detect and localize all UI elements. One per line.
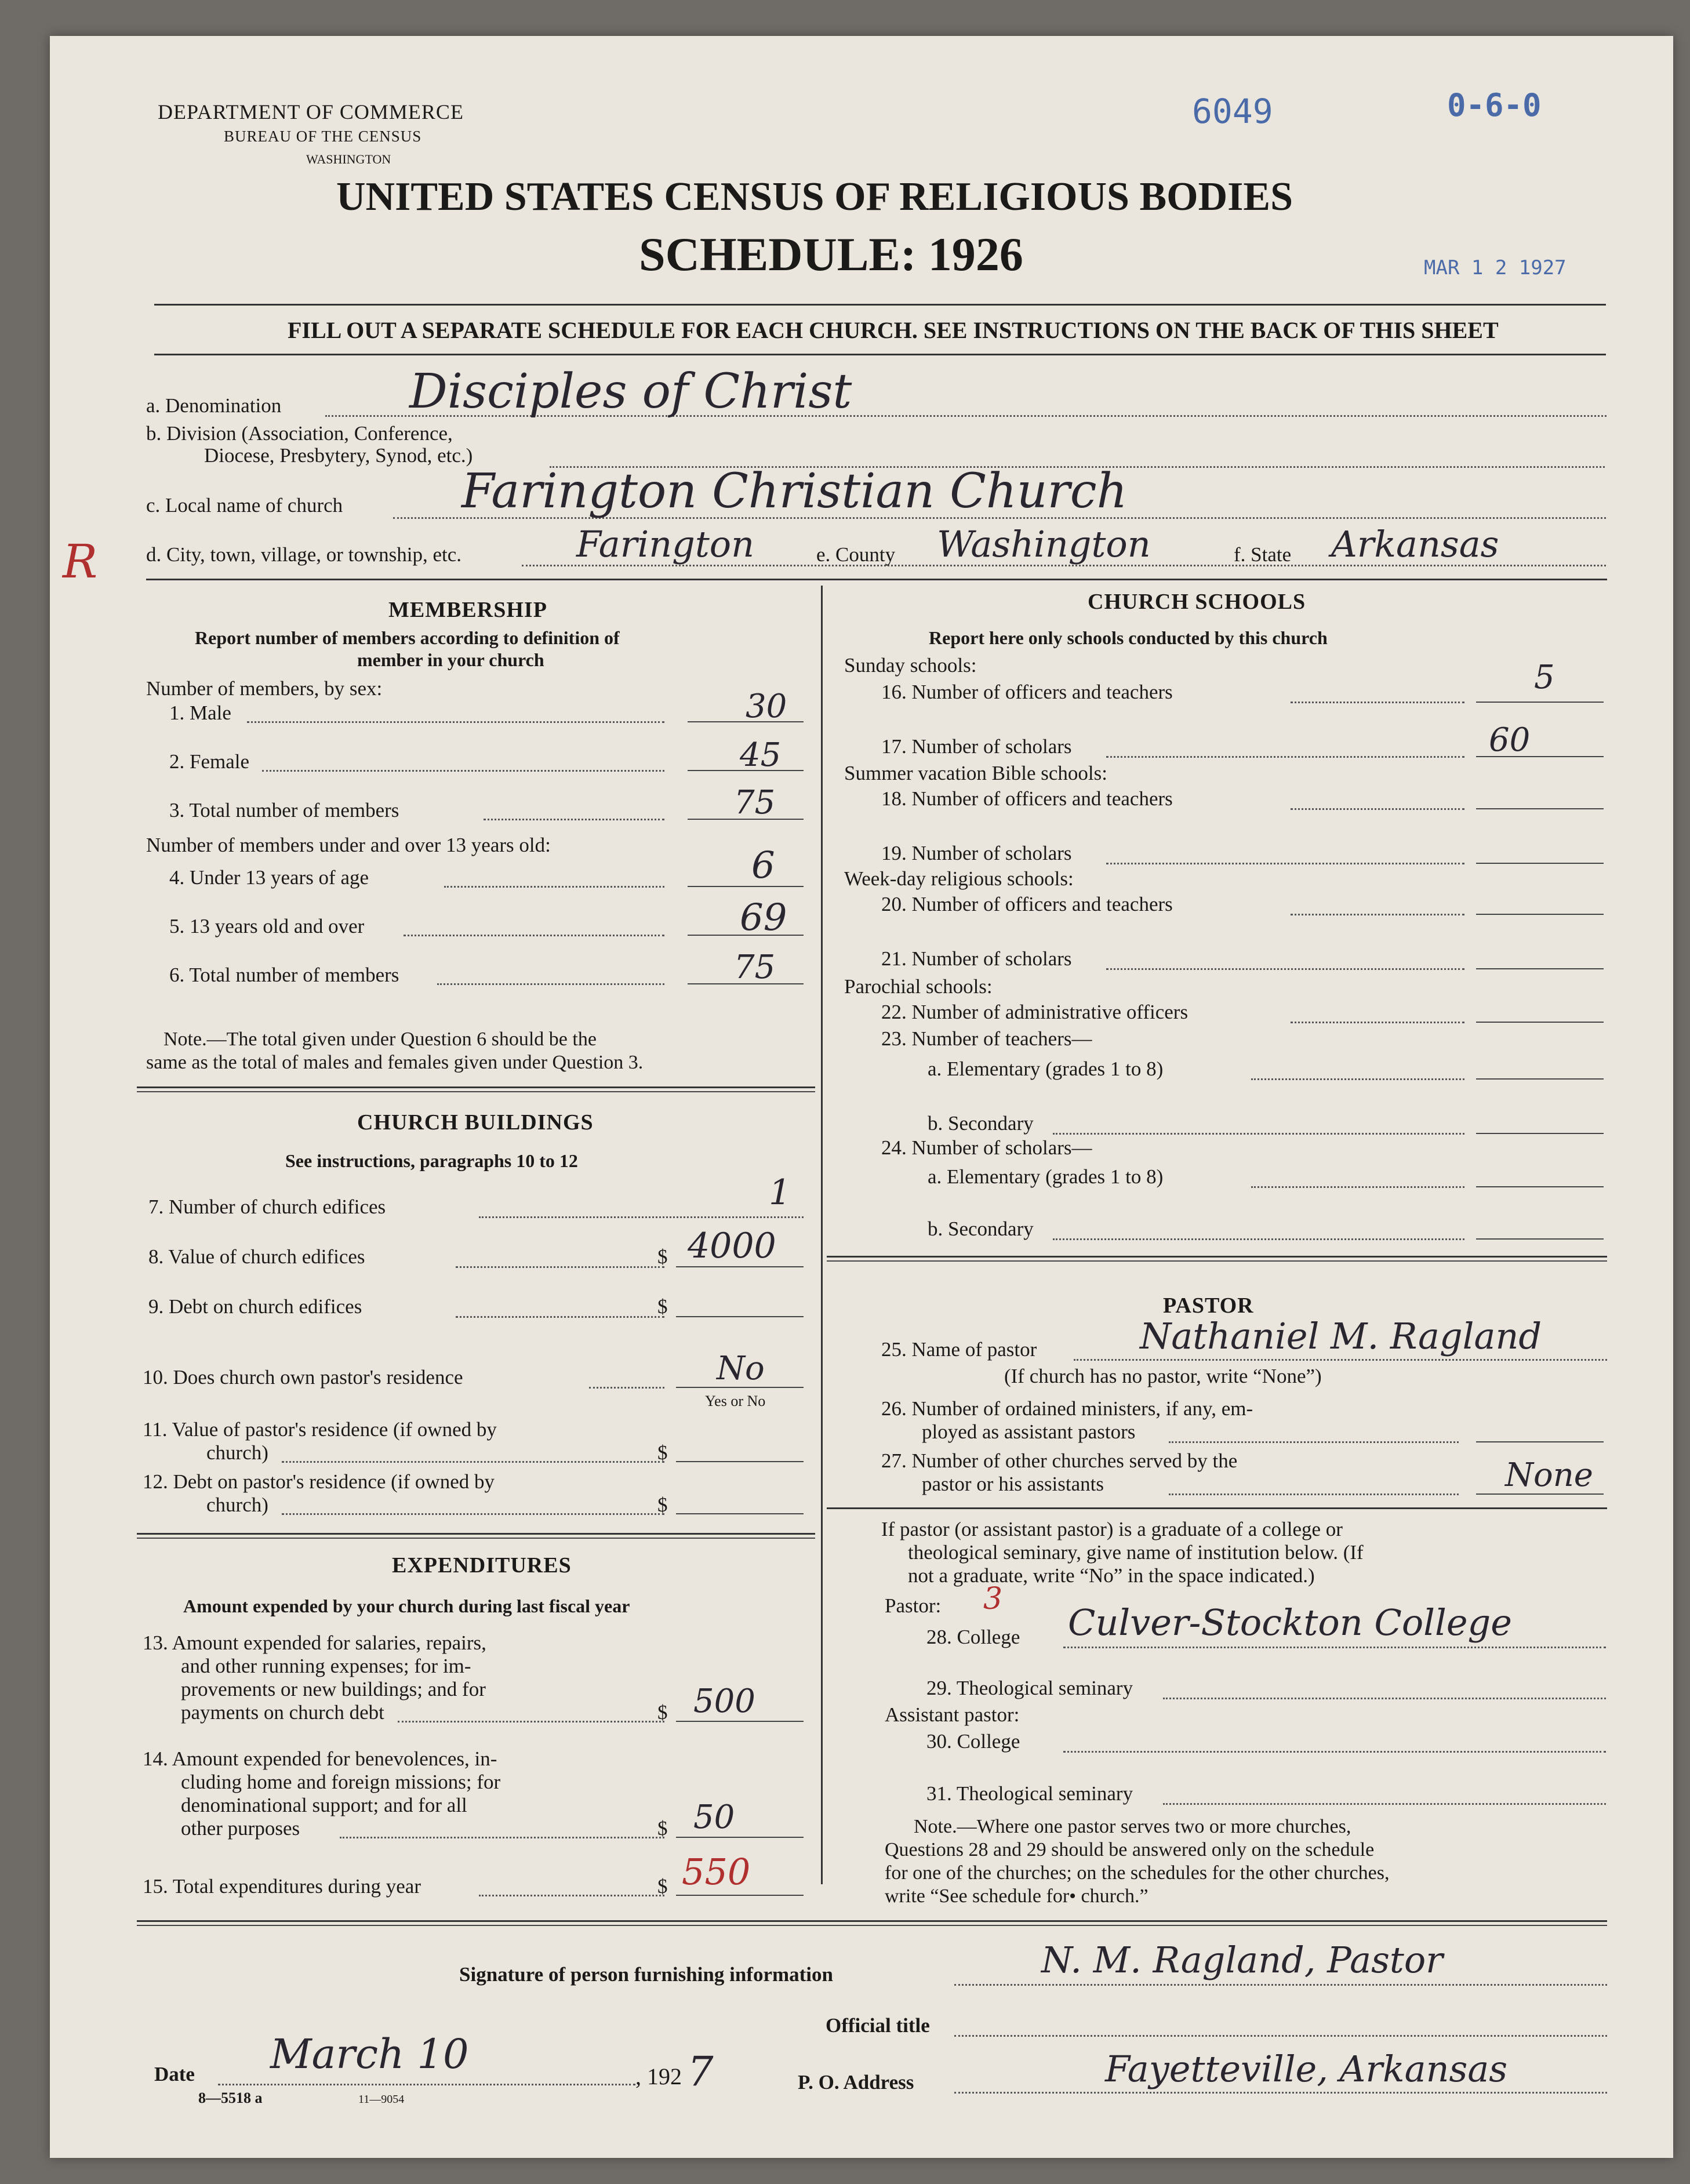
q18-label: 18. Number of officers and teachers [881,787,1173,810]
pastor-sublabel: Pastor: [885,1594,942,1617]
graduate-note-2: theological seminary, give name of institution below. (If [908,1541,1364,1564]
summer-head: Summer vacation Bible schools: [844,762,1107,784]
q13-value: 500 [693,1682,755,1720]
expenditures-heading: EXPENDITURES [392,1553,572,1578]
church-name-label: c. Local name of church [146,494,343,517]
q6-label: 6. Total number of members [169,964,399,986]
q13-label-2: and other running expenses; for im- [181,1655,471,1677]
margin-mark: R [63,535,98,588]
rule-banner [154,354,1606,355]
q25-value: Nathaniel M. Ragland [1140,1315,1542,1357]
yes-no-hint: Yes or No [705,1393,766,1409]
q23a-label: a. Elementary (grades 1 to 8) [928,1058,1164,1080]
form-number: 8—5518 a [198,2089,263,2106]
q28-value: Culver-Stockton College [1068,1601,1512,1644]
q12-label-2: church) [206,1493,268,1516]
q2-value: 45 [740,736,782,774]
po-address-value: Fayetteville, Arkansas [1105,2048,1508,2090]
q5-label: 5. 13 years old and over [169,915,365,937]
print-number: 11—9054 [358,2093,405,2106]
q4-label: 4. Under 13 years of age [169,866,369,889]
q16-label: 16. Number of officers and teachers [881,681,1173,703]
bureau-line: BUREAU OF THE CENSUS [224,128,422,145]
q6-value: 75 [734,949,776,986]
q14-label-4: other purposes [181,1817,300,1840]
form-title: UNITED STATES CENSUS OF RELIGIOUS BODIES [336,175,1293,219]
date-value: March 10 [270,2030,469,2078]
graduate-note-3: not a graduate, write “No” in the space indicated.) [908,1564,1315,1587]
city-label: d. City, town, village, or township, etc. [146,543,462,566]
column-divider [821,586,823,1884]
year-value: 7 [688,2048,714,2095]
church-name-value: Farington Christian Church [461,464,1128,519]
q11-label-1: 11. Value of pastor's residence (if owned by [143,1418,497,1441]
buildings-heading: CHURCH BUILDINGS [357,1110,594,1135]
official-title-label: Official title [826,2014,930,2037]
age-header: Number of members under and over 13 years old: [146,834,551,856]
q23b-label: b. Secondary [928,1112,1034,1135]
q24-label: 24. Number of scholars— [881,1136,1092,1159]
department-line: DEPARTMENT OF COMMERCE [158,100,464,123]
q12-label-1: 12. Debt on pastor's residence (if owned by [143,1470,495,1493]
q1-label: 1. Male [169,702,231,724]
stamp-date: MAR 1 2 1927 [1424,256,1567,279]
q14-label-2: cluding home and foreign missions; for [181,1771,501,1793]
sunday-head: Sunday schools: [844,654,977,677]
q8-value: 4000 [688,1226,776,1266]
q11-label-2: church) [206,1441,268,1464]
q27-label-1: 27. Number of other churches served by the [881,1449,1238,1472]
membership-note-1: Note.—The total given under Question 6 should be the [163,1029,597,1050]
pastor-note-4: write “See schedule for• church.” [885,1885,1149,1907]
q16-value: 5 [1534,659,1555,696]
year-prefix: , 192 [635,2063,682,2089]
q10-label: 10. Does church own pastor's residence [143,1366,463,1389]
schools-heading: CHURCH SCHOOLS [1088,590,1306,614]
county-value: Washington [937,523,1151,565]
denomination-label: a. Denomination [146,394,282,417]
q19-label: 19. Number of scholars [881,842,1072,864]
state-label: f. State [1234,543,1292,566]
q14-value: 50 [693,1798,735,1836]
buildings-sub: See instructions, paragraphs 10 to 12 [285,1150,578,1171]
q17-value: 60 [1489,721,1531,759]
q26-label-2: ployed as assistant pastors [922,1420,1136,1443]
rule-top [154,304,1606,306]
q14-label-3: denominational support; and for all [181,1794,467,1816]
membership-heading: MEMBERSHIP [388,598,547,622]
q26-label-1: 26. Number of ordained ministers, if any, em- [881,1397,1253,1420]
q20-label: 20. Number of officers and teachers [881,893,1173,915]
date-label: Date [154,2063,195,2085]
division-label-1: b. Division (Association, Conference, [146,422,453,445]
stamp-code: 0-6-0 [1447,87,1542,123]
q22-label: 22. Number of administrative officers [881,1001,1189,1023]
q1-value: 30 [746,688,787,725]
denomination-value: Disciples of Christ [409,364,852,419]
q24b-label: b. Secondary [928,1218,1034,1240]
q13-label-1: 13. Amount expended for salaries, repairs, [143,1631,486,1654]
state-value: Arkansas [1331,523,1499,565]
q31-label: 31. Theological seminary [926,1782,1133,1805]
membership-note-2: same as the total of males and females given under Question 3. [146,1052,644,1073]
instruction-banner: FILL OUT A SEPARATE SCHEDULE FOR EACH CHURCH. SEE INSTRUCTIONS ON THE BACK OF THIS SHEET [288,317,1499,343]
census-schedule-sheet: DEPARTMENT OF COMMERCE BUREAU OF THE CENSUS WASHINGTON UNITED STATES CENSUS OF RELIGIOUS BODIES SCHEDULE: 1926 6049 0-6-0 MAR 1 2 1927 FILL OUT A SEPARATE SCHEDULE FOR EACH CHURCH. SEE INSTRUCTIONS ON THE BACK OF THIS SHEET a. Denomination Disciples of Christ b. Division (Association, Conference, Diocese, Presbytery, Synod, etc.) c. Local name of church Farington Christian Church R d. City, town, village, or township, etc. Farington e. County Washington f. State Arkansas MEMBERSHIP Report number of members according to definition of member in your church Number of members, by sex: 1. Male 30 2. Female 45 3. Total number of members 75 Number of members under and over 13 years old: 4. Under 13 years of age 6 5. 13 years old and over 69 6. Total number of members 75 Note.—The total given under Question 6 should be the same as the total of males and females given under Question 3. CHURCH BUILDINGS See instructions, paragraphs 10 to 12 7. Number of church edifices 1 8. Value of church edifices $ 4000 9. Debt on church edifices $ 10. Does church own pastor's residence No Yes or No 11. Value of pastor's residence (if owned by church) $ 12. Debt on pastor's residence (if owned by church) $ EXPENDITURES Amount expended by your church during last fiscal year 13. Amount expended for salaries, repairs, and other running expenses; for im- provements or new buildings; and for payments on church debt $ 500 14. Amount expended for benevolences, in- cluding home and foreign missions; for denominational support; and for all other purposes $ 50 15. Total expenditures during year $ 550 CHURCH SCHOOLS Report here only schools conducted by this church Sunday schools: 16. Number of officers and teachers 5 17. Number of scholars 60 Summer vacation Bible schools: 18. Number of officers and teachers 19. Number of scholars Week-day religious schools: 20. Number of officers and teachers 21. Number of scholars Parochial schools: 22. Number of administrative officers 23. Number of teachers— a. Elementary (grades 1 to 8) b. Secondary 24. Number of scholars— a. Elementary (grades 1 to 8) b. Secondary PASTOR 25. Name of pastor Nathaniel M. Ragland (If church has no pastor, write “None”) 26. Number of ordained ministers, if any, em- ployed as assistant pastors 27. Number of other churches served by the pastor or his assistants None If pastor (or assistant pastor) is a graduate of a college or theological seminary, give name of institution below. (If not a graduate, write “No” in the space indicated.) Pastor: 3 28. College Culver-Stockton College 29. Theological seminary Assistant pastor: 30. College 31. Theological seminary Note.—Where one pastor serves two or more churches, Questions 28 and 29 should be answered only on the schedule for one of the churches; on the schedules for the other churches, write “See schedule for• church.” Signature of person furnishing information N. M. Ragland, Pastor Official title Date March 10 , 192 7 P. O. Address Fayetteville, Arkansas 8—5518 a 11—9054 [50,36,1673,2158]
by-sex-label: Number of members, by sex: [146,677,383,700]
membership-sub-1: Report number of members according to definition of [195,627,620,648]
q23-label: 23. Number of teachers— [881,1027,1092,1050]
q25-label: 25. Name of pastor [881,1338,1037,1361]
pastor-heading: PASTOR [1163,1293,1254,1318]
parochial-head: Parochial schools: [844,975,993,998]
schools-sub: Report here only schools conducted by this church [929,627,1328,648]
weekday-head: Week-day religious schools: [844,867,1074,890]
q8-label: 8. Value of church edifices [148,1245,365,1268]
county-label: e. County [816,543,896,566]
q17-label: 17. Number of scholars [881,735,1072,758]
pastor-note-1: Note.—Where one pastor serves two or more churches, [914,1816,1351,1837]
q13-label-3: provements or new buildings; and for [181,1678,486,1700]
expenditures-sub: Amount expended by your church during last fiscal year [183,1596,630,1616]
q9-label: 9. Debt on church edifices [148,1295,362,1318]
stamp-number: 6049 [1192,92,1273,131]
q27-label-2: pastor or his assistants [922,1473,1104,1495]
pastor-red-mark: 3 [983,1582,1003,1616]
city-value: Farington [576,523,755,565]
q28-label: 28. College [926,1626,1020,1648]
rule-fields [146,579,1607,580]
q10-value: No [717,1350,765,1387]
q3-label: 3. Total number of members [169,799,399,822]
po-address-label: P. O. Address [798,2071,914,2094]
graduate-note-1: If pastor (or assistant pastor) is a graduate of a college or [881,1518,1343,1540]
pastor-note-2: Questions 28 and 29 should be answered only on the schedule [885,1839,1375,1860]
q14-label-1: 14. Amount expended for benevolences, in- [143,1747,497,1770]
q2-label: 2. Female [169,750,250,773]
assistant-sublabel: Assistant pastor: [885,1703,1020,1726]
city-line: WASHINGTON [306,152,391,166]
q29-label: 29. Theological seminary [926,1677,1133,1699]
membership-sub-2: member in your church [357,649,544,670]
pastor-note-3: for one of the churches; on the schedules for the other churches, [885,1862,1390,1884]
q13-label-4: payments on church debt [181,1701,384,1724]
q15-label: 15. Total expenditures during year [143,1875,421,1898]
q25-note: (If church has no pastor, write “None”) [1004,1365,1322,1387]
q7-label: 7. Number of church edifices [148,1195,386,1218]
q3-value: 75 [734,784,776,822]
q24a-label: a. Elementary (grades 1 to 8) [928,1165,1164,1188]
signature-value: N. M. Ragland, Pastor [1041,1939,1443,1981]
schedule-year: SCHEDULE: 1926 [639,228,1023,281]
q27-value: None [1505,1456,1593,1494]
q7-value: 1 [769,1172,791,1213]
q30-label: 30. College [926,1730,1020,1753]
division-label-2: Diocese, Presbytery, Synod, etc.) [204,444,473,467]
q4-value: 6 [751,844,775,887]
q21-label: 21. Number of scholars [881,947,1072,970]
q5-value: 69 [740,896,787,939]
q15-value: 550 [682,1851,751,1893]
signature-label: Signature of person furnishing information [459,1963,833,1986]
